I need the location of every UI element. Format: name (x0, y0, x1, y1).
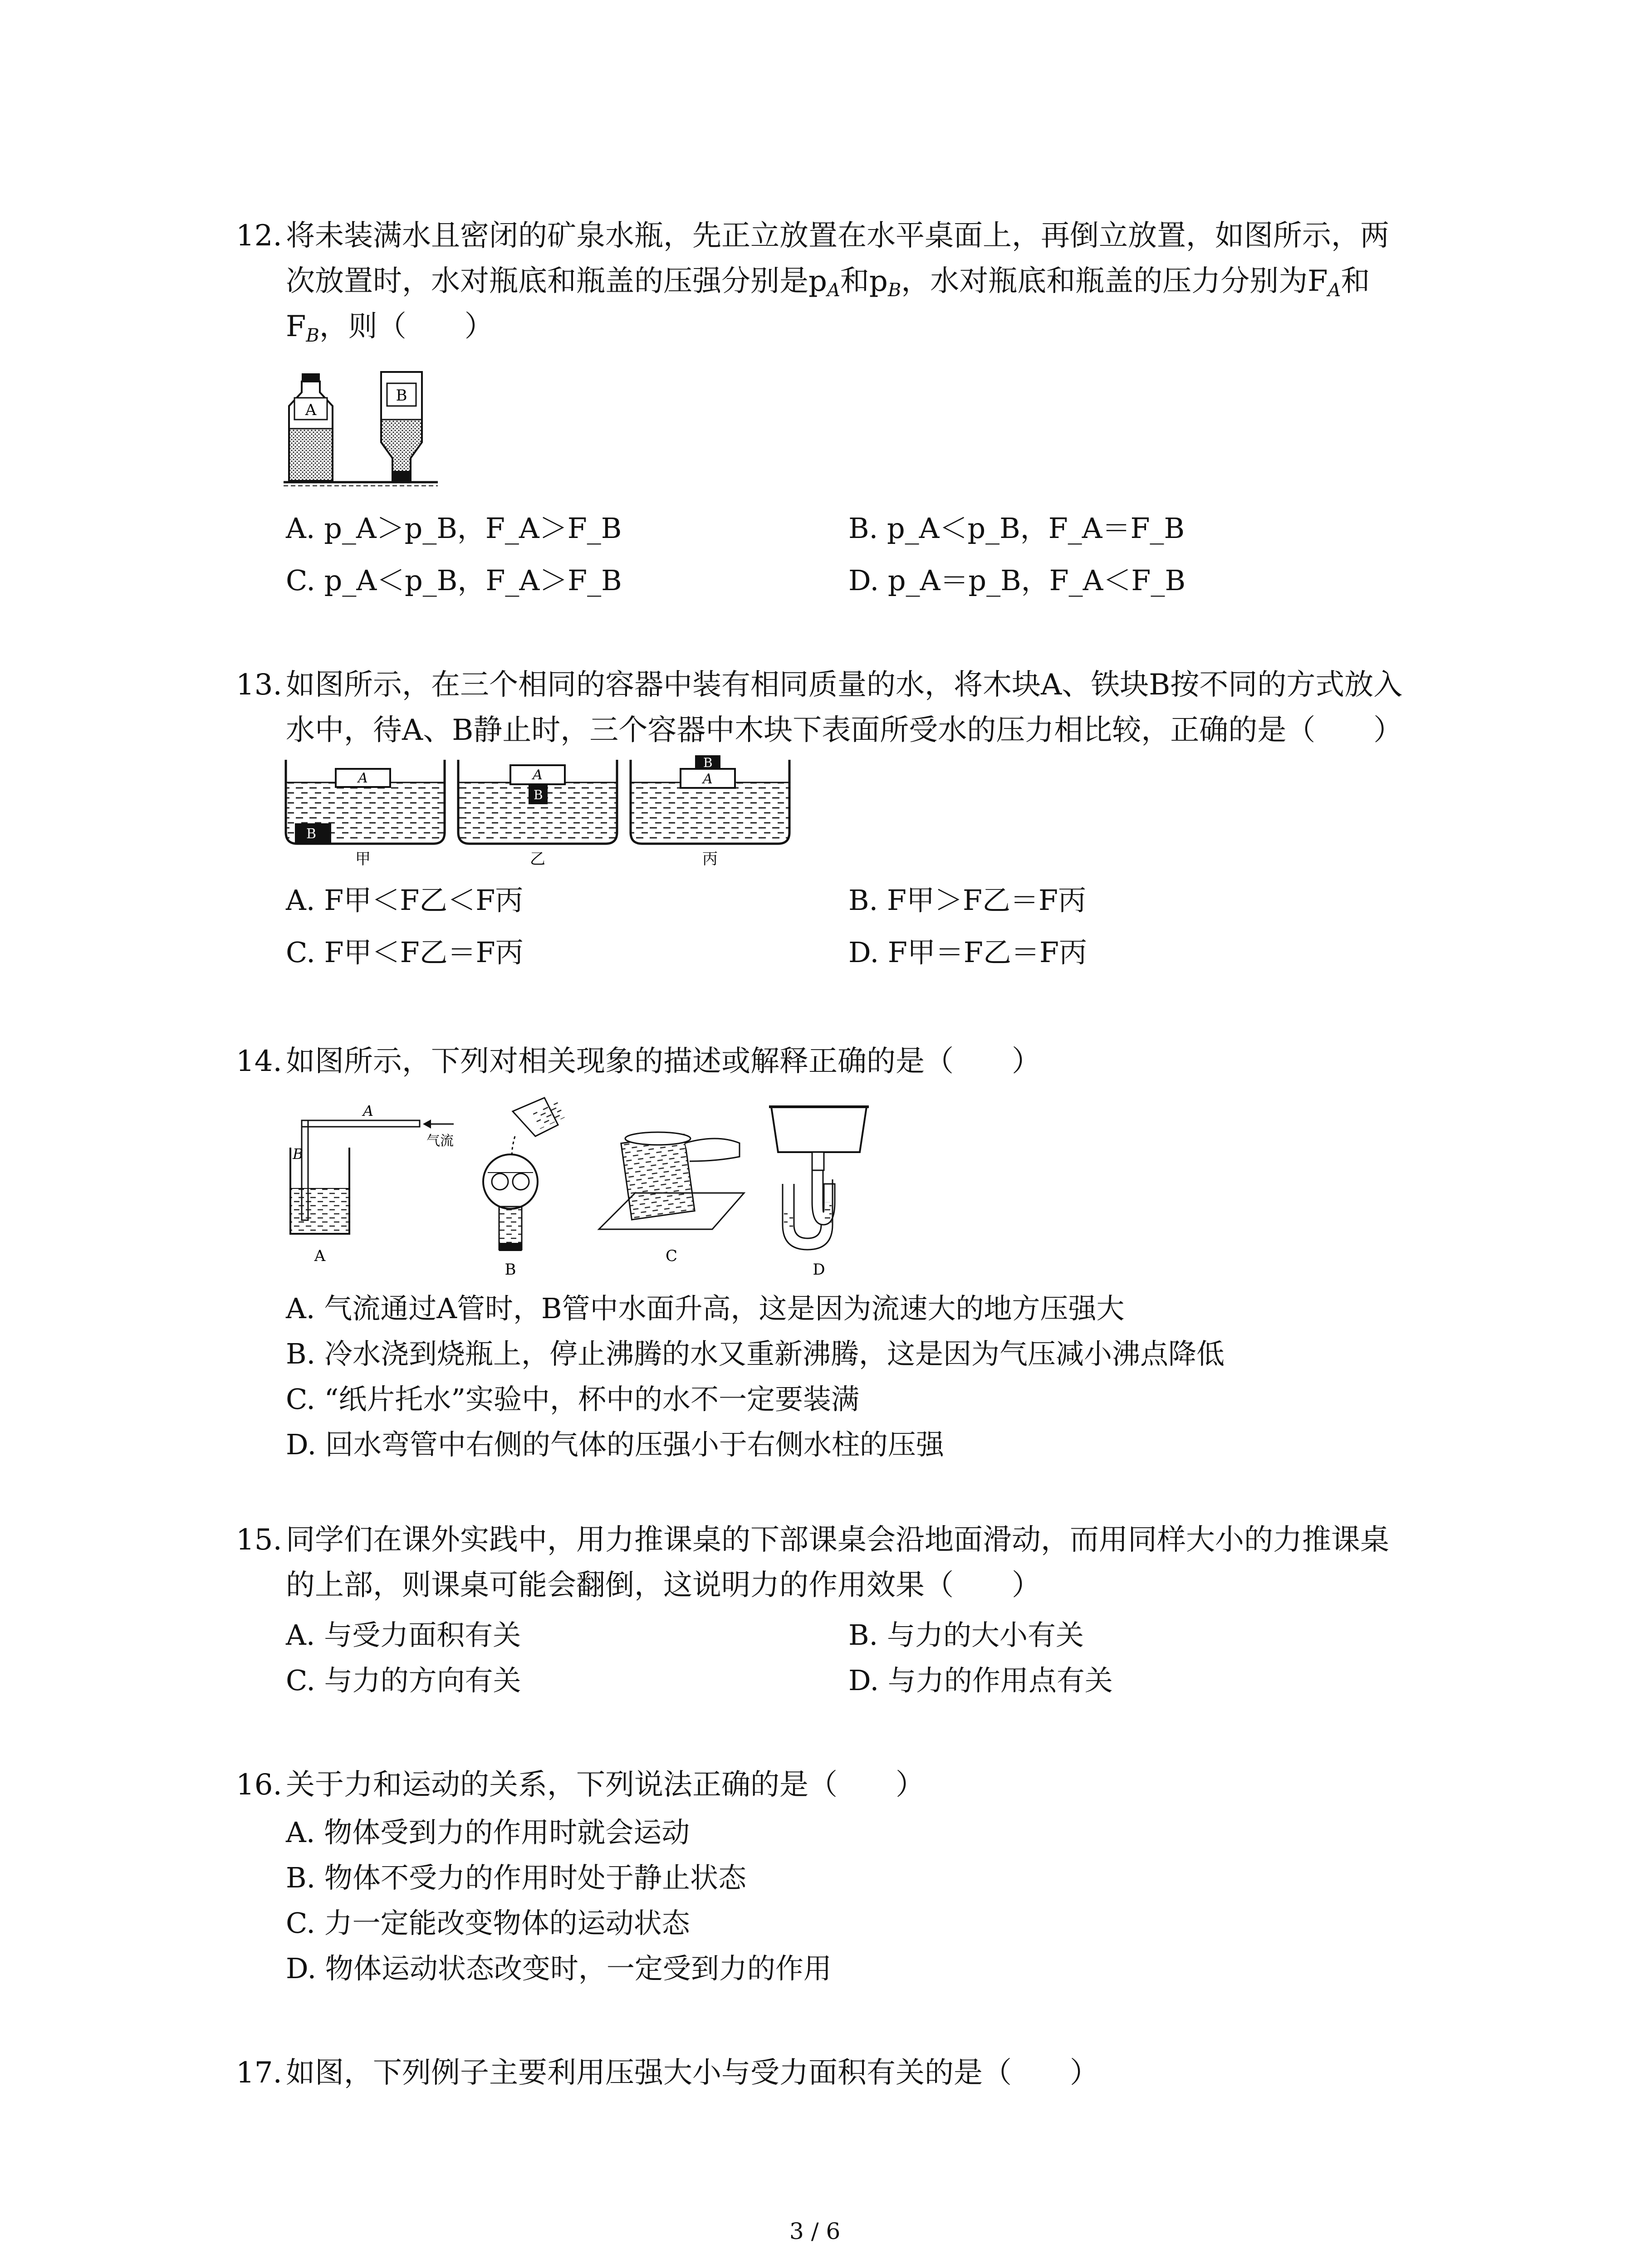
stem-line-3: $F_B$，则（ ） (286, 310, 494, 346)
question-stem (286, 1039, 1465, 1084)
question-number: 15. (236, 1523, 282, 1557)
question-number: 13. (236, 668, 282, 702)
label-a: A (314, 1247, 326, 1265)
q16-option-b[interactable]: B. 物体不受力的作用时处于静止状态 (286, 1861, 746, 1894)
q13-option-b[interactable]: B. F甲＞F乙＝F丙 (848, 884, 1087, 917)
q13-option-a[interactable]: A. F甲＜F乙＜F丙 (286, 884, 524, 917)
svg-text:A: A (358, 770, 368, 786)
q14-option-a[interactable]: A. 气流通过A管时，B管中水面升高，这是因为流速大的地方压强大 (286, 1292, 1125, 1325)
container-jia (286, 760, 445, 868)
label-jia: 甲 (355, 850, 371, 868)
svg-text:B: B (306, 826, 317, 842)
question-number: 12. (236, 219, 282, 253)
q12-option-a[interactable]: A. p_A＞p_B，F_A＞F_B (286, 512, 622, 545)
svg-text:B: B (703, 755, 713, 770)
bottle-a-label: A (305, 401, 317, 419)
experiments-figure (281, 1093, 880, 1275)
q15-option-c[interactable]: C. 与力的方向有关 (286, 1664, 521, 1697)
experiment-d (769, 1107, 869, 1275)
question-stem (286, 1517, 1465, 1608)
question-stem (286, 1762, 1465, 1808)
svg-text:B: B (293, 1145, 304, 1163)
label-d: D (813, 1261, 825, 1275)
stem-line-2: 的上部，则课桌可能会翻倒，这说明力的作用效果（ ） (286, 1569, 1041, 1602)
q14-option-d[interactable]: D. 回水弯管中右侧的气体的压强小于右侧水柱的压强 (286, 1428, 944, 1461)
label-yi: 乙 (530, 850, 545, 868)
q15-option-d[interactable]: D. 与力的作用点有关 (848, 1664, 1113, 1697)
q16-option-a[interactable]: A. 物体受到力的作用时就会运动 (286, 1816, 690, 1849)
q15-option-b[interactable]: B. 与力的大小有关 (848, 1618, 1084, 1652)
experiment-a (290, 1102, 454, 1265)
label-b: B (505, 1261, 516, 1275)
label-bing: 丙 (702, 850, 718, 868)
question-number: 16. (236, 1768, 282, 1802)
container-bing (631, 755, 789, 868)
q16-option-d[interactable]: D. 物体运动状态改变时，一定受到力的作用 (286, 1952, 832, 1985)
question-stem (286, 2050, 1465, 2096)
svg-text:A: A (703, 771, 713, 787)
question-number: 14. (236, 1045, 282, 1078)
q12-option-d[interactable]: D. p_A＝p_B，F_A＜F_B (848, 564, 1186, 597)
page-number: 3 / 6 (789, 2218, 841, 2244)
container-yi (458, 760, 617, 868)
q14-option-c[interactable]: C. “纸片托水”实验中，杯中的水不一定要装满 (286, 1383, 860, 1416)
q15-option-a[interactable]: A. 与受力面积有关 (286, 1618, 521, 1652)
stem-line-1: 如图所示，在三个相同的容器中装有相同质量的水，将木块A、铁块B按不同的方式放入 (286, 668, 1403, 702)
bottle-b-label: B (396, 386, 407, 405)
svg-text:A: A (533, 767, 543, 783)
stem-line-1: 如图，下列例子主要利用压强大小与受力面积有关的是（ ） (286, 2056, 1099, 2090)
stem-line-1: 关于力和运动的关系，下列说法正确的是（ ） (286, 1768, 925, 1802)
stem-line-1: 将未装满水且密闭的矿泉水瓶，先正立放置在水平桌面上，再倒立放置，如图所示，两 (286, 219, 1389, 253)
q13-option-d[interactable]: D. F甲＝F乙＝F丙 (848, 936, 1087, 969)
q13-option-c[interactable]: C. F甲＜F乙＝F丙 (286, 936, 524, 969)
stem-line-1: 如图所示，下列对相关现象的描述或解释正确的是（ ） (286, 1045, 1041, 1078)
q12-option-c[interactable]: C. p_A＜p_B，F_A＞F_B (286, 564, 622, 597)
question-stem (286, 662, 1465, 753)
experiment-c (599, 1132, 744, 1265)
q16-option-c[interactable]: C. 力一定能改变物体的运动状态 (286, 1906, 690, 1940)
stem-line-2: 水中，待A、B静止时，三个容器中木块下表面所受水的压力相比较，正确的是（ ） (286, 714, 1403, 747)
question-number: 17. (236, 2056, 282, 2090)
airflow-label: 气流 (426, 1133, 454, 1149)
containers-figure (281, 755, 803, 869)
q12-option-b[interactable]: B. p_A＜p_B，F_A＝F_B (848, 512, 1185, 545)
question-stem (286, 213, 1465, 349)
q14-option-b[interactable]: B. 冷水浇到烧瓶上，停止沸腾的水又重新沸腾，这是因为气压减小沸点降低 (286, 1337, 1225, 1370)
bottles-figure (284, 370, 438, 492)
stem-line-2: 次放置时，水对瓶底和瓶盖的压强分别是$p_A$和$p_B$，水对瓶底和瓶盖的压力分别为$F_A$和 (286, 264, 1370, 301)
label-c: C (665, 1247, 678, 1265)
stem-line-1: 同学们在课外实践中，用力推课桌的下部课桌会沿地面滑动，而用同样大小的力推课桌 (286, 1523, 1389, 1557)
svg-text:A: A (363, 1102, 374, 1119)
experiment-b (483, 1098, 565, 1275)
svg-text:B: B (534, 787, 543, 802)
